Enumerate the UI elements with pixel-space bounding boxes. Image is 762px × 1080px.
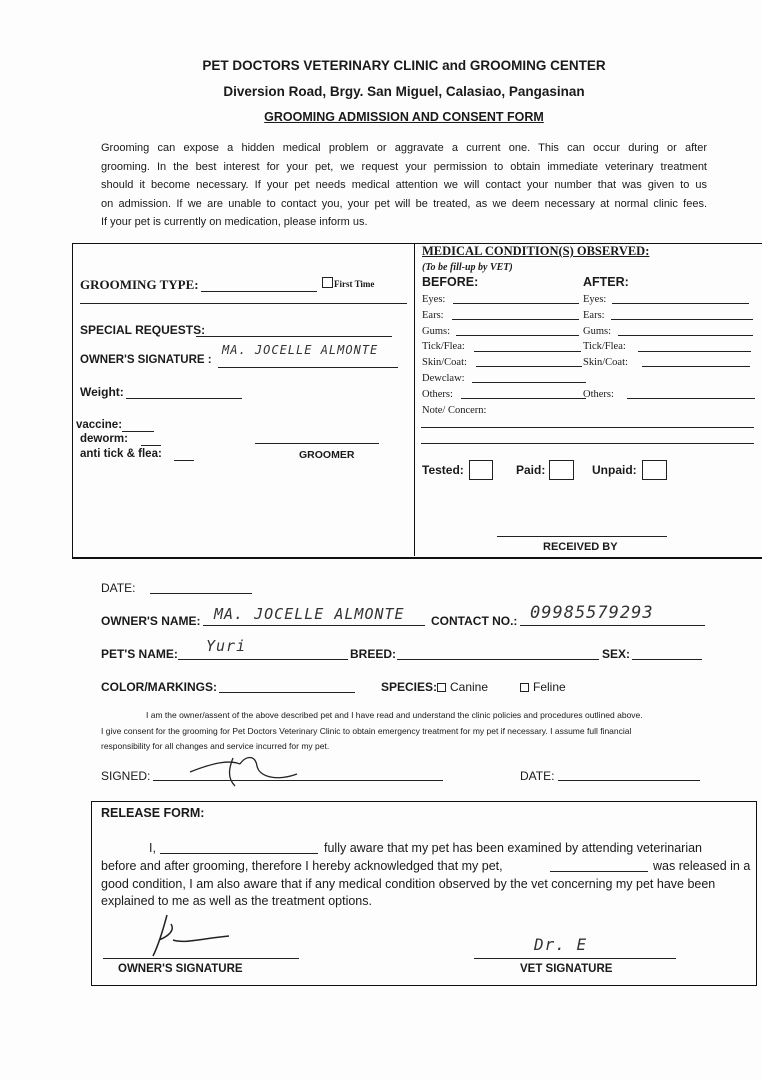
date-label: DATE:: [101, 581, 136, 595]
grooming-type-field[interactable]: [201, 291, 317, 292]
groomer-label: GROOMER: [299, 449, 355, 461]
before-skin-coat-field[interactable]: [476, 366, 582, 367]
canine-checkbox[interactable]: [437, 683, 446, 692]
release-owner-signature-label: OWNER'S SIGNATURE: [118, 963, 243, 975]
form-title: GROOMING ADMISSION AND CONSENT FORM: [264, 110, 544, 124]
after-item-eyes: Eyes:: [583, 294, 607, 305]
intro-line: grooming. In the best interest for your pet, we request your permission to obtain immediate veterinary treatment: [101, 160, 707, 173]
release-pet-field[interactable]: [550, 871, 648, 872]
owners-name-label: OWNER'S NAME:: [101, 614, 201, 628]
owners-signature-label: OWNER'S SIGNATURE :: [80, 354, 212, 366]
vet-signature-value: Dr. E: [534, 935, 588, 954]
before-item-eyes: Eyes:: [422, 294, 446, 305]
received-by-label: RECEIVED BY: [543, 541, 618, 553]
before-item-dewclaw: Dewclaw:: [422, 372, 465, 384]
owners-name-value: MA. JOCELLE ALMONTE: [214, 605, 405, 623]
after-item-others: Others:: [583, 388, 614, 400]
paid-label: Paid:: [516, 463, 546, 477]
note-concern-label: Note/ Concern:: [422, 404, 487, 416]
medical-subtitle: (To be fill-up by VET): [422, 262, 513, 273]
clinic-name: PET DOCTORS VETERINARY CLINIC and GROOMING CENTER: [202, 58, 606, 73]
intro-line: on admission. If we are unable to contact you, your pet will be treated, as we deem necessary at normal clinic fees.: [101, 197, 707, 210]
feline-checkbox[interactable]: [520, 683, 529, 692]
after-list: [583, 292, 628, 403]
note-concern-field-1[interactable]: [421, 427, 754, 428]
deworm-field[interactable]: [141, 445, 161, 446]
paid-checkbox[interactable]: [549, 460, 574, 480]
before-item-others: Others:: [422, 388, 453, 400]
after-item-gums: Gums:: [583, 325, 612, 337]
received-by-field[interactable]: [497, 536, 667, 537]
weight-label: Weight:: [80, 385, 124, 399]
after-item-tick-flea: Tick/Flea:: [583, 341, 626, 353]
owners-signature-value: MA. JOCELLE ALMONTE: [222, 343, 379, 357]
vaccine-label: vaccine:: [76, 419, 123, 431]
release-owner-signature-field[interactable]: [103, 958, 299, 959]
pets-name-field[interactable]: [178, 659, 348, 660]
before-gums-field[interactable]: [456, 335, 579, 336]
release-line2-b: was released in a: [653, 859, 751, 873]
unpaid-checkbox[interactable]: [642, 460, 667, 480]
pets-name-value: Yuri: [206, 637, 247, 655]
after-item-ears: Ears:: [583, 309, 605, 321]
after-heading: AFTER:: [583, 275, 629, 289]
tested-label: Tested:: [422, 463, 464, 477]
consent-line-1: I am the owner/assent of the above described pet and I have read and understand the clinic policies and procedures outlined above.: [146, 710, 643, 720]
breed-field[interactable]: [397, 659, 599, 660]
after-tick-flea-field[interactable]: [638, 351, 751, 352]
before-dewclaw-field[interactable]: [472, 382, 586, 383]
consent-line-2: I give consent for the grooming for Pet Doctors Veterinary Clinic to obtain emergency treatment for my pet if necessary. I assume full financial: [101, 726, 632, 736]
groomer-signature-field[interactable]: [255, 443, 379, 444]
before-item-tick-flea: Tick/Flea:: [422, 341, 465, 353]
grooming-type-label: GROOMING TYPE:: [80, 277, 199, 292]
grooming-type-field-extra[interactable]: [80, 303, 407, 304]
first-time-checkbox[interactable]: [322, 277, 333, 288]
before-eyes-field[interactable]: [453, 303, 579, 304]
special-requests-field[interactable]: [196, 336, 392, 337]
vet-signature-field[interactable]: [474, 958, 676, 959]
anti-tick-label: anti tick & flea:: [80, 448, 162, 460]
release-owner-signature-scribble: [145, 910, 235, 960]
special-requests-label: SPECIAL REQUESTS:: [80, 323, 206, 337]
before-item-gums: Gums:: [422, 325, 451, 337]
feline-label: Feline: [533, 680, 566, 694]
intro-line: Grooming can expose a hidden medical problem or aggravate a current one. This can occur during or after: [101, 142, 707, 154]
after-skin-coat-field[interactable]: [642, 366, 750, 367]
after-others-field[interactable]: [627, 398, 755, 399]
admission-divider: [414, 243, 415, 556]
consent-line-3: responsibility for all changes and service incurred for my pet.: [101, 741, 330, 751]
note-concern-field-2[interactable]: [421, 443, 754, 444]
contact-no-value: 09985579293: [530, 603, 654, 623]
weight-field[interactable]: [126, 398, 242, 399]
signed-date-field[interactable]: [558, 780, 700, 781]
first-time-label: First Time: [334, 279, 375, 289]
release-line4: explained to me as well as the treatment options.: [101, 894, 372, 908]
breed-label: BREED:: [350, 647, 397, 661]
anti-tick-field[interactable]: [174, 460, 194, 461]
release-title: RELEASE FORM:: [101, 806, 205, 820]
date-field[interactable]: [150, 593, 252, 594]
contact-no-field[interactable]: [520, 625, 705, 626]
intro-line: should it become necessary. If your pet needs medical attention we will contact your number that was given to us: [101, 179, 707, 191]
before-item-ears: Ears:: [422, 309, 444, 321]
pets-name-label: PET'S NAME:: [101, 647, 178, 661]
after-gums-field[interactable]: [618, 335, 753, 336]
color-markings-label: COLOR/MARKINGS:: [101, 680, 217, 694]
release-line1-a: I,: [149, 841, 156, 855]
after-eyes-field[interactable]: [612, 303, 749, 304]
vaccine-field[interactable]: [122, 431, 154, 432]
unpaid-label: Unpaid:: [592, 463, 637, 477]
before-ears-field[interactable]: [452, 319, 579, 320]
sex-field[interactable]: [632, 659, 702, 660]
before-item-skin-coat: Skin/Coat:: [422, 357, 467, 369]
tested-checkbox[interactable]: [469, 460, 493, 480]
signed-label: SIGNED:: [101, 769, 151, 783]
species-label: SPECIES:: [381, 680, 438, 694]
vet-signature-label: VET SIGNATURE: [520, 963, 613, 975]
clinic-address: Diversion Road, Brgy. San Miguel, Calasiao, Pangasinan: [223, 84, 585, 99]
release-line2-a: before and after grooming, therefore I hereby acknowledged that my pet,: [101, 859, 503, 873]
release-name-field[interactable]: [160, 853, 318, 854]
before-tick-flea-field[interactable]: [474, 351, 581, 352]
owners-name-field[interactable]: [203, 625, 425, 626]
before-others-field[interactable]: [461, 398, 586, 399]
after-ears-field[interactable]: [611, 319, 753, 320]
canine-label: Canine: [450, 680, 489, 694]
after-item-skin-coat: Skin/Coat:: [583, 357, 628, 369]
owners-signature-field[interactable]: [218, 367, 398, 368]
sex-label: SEX:: [602, 647, 631, 661]
color-markings-field[interactable]: [219, 692, 355, 693]
intro-paragraph: [101, 139, 707, 232]
intro-line: If your pet is currently on medication, please inform us.: [101, 216, 368, 228]
release-line1-b: fully aware that my pet has been examined by attending veterinarian: [324, 841, 703, 855]
before-heading: BEFORE:: [422, 275, 479, 289]
release-line3: good condition, I am also aware that if any medical condition observed by the vet concerning my pet have been: [101, 877, 716, 891]
owner-signature-scribble: [185, 752, 305, 788]
contact-no-label: CONTACT NO.:: [431, 614, 518, 628]
medical-title: MEDICAL CONDITION(S) OBSERVED:: [422, 244, 650, 258]
deworm-label: deworm:: [80, 433, 128, 445]
before-list: [422, 292, 486, 418]
signed-date-label: DATE:: [520, 769, 555, 783]
